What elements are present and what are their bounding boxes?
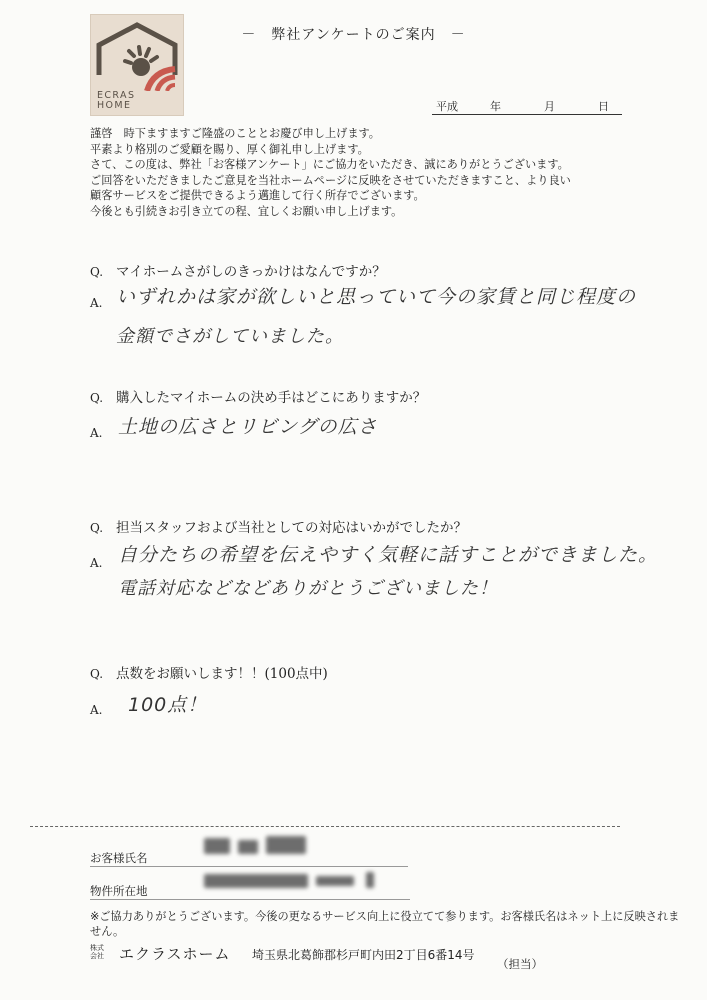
- redacted-address: [204, 874, 308, 888]
- redacted-address: [366, 872, 374, 888]
- answer-handwritten: 100点！: [128, 694, 208, 716]
- question-2: [90, 386, 426, 406]
- answer-handwritten: いずれかは家が欲しいと思っていて今の家賃と同じ程度の: [116, 286, 637, 308]
- logo-text-ecras: ECRAS: [97, 90, 136, 101]
- greeting-line: 平素より格別のご愛顧を賜り、厚く御礼申し上げます。: [90, 142, 369, 156]
- redacted-name: [238, 840, 258, 854]
- answer-handwritten: 電話対応などなどありがとうございました！: [118, 578, 498, 599]
- date-day: 日: [598, 100, 609, 113]
- a-mark: A.: [90, 703, 103, 717]
- date-row: [432, 98, 622, 115]
- page-title: － 弊社アンケートのご案内 －: [241, 27, 466, 43]
- company-prefix-line: 会社: [90, 952, 104, 960]
- answer-handwritten: 土地の広さとリビングの広さ: [118, 416, 378, 438]
- greeting-line: さて、この度は、弊社「お客様アンケート」にご協力をいただき、誠にありがとうございます。: [90, 158, 569, 172]
- a-mark: A.: [90, 426, 103, 440]
- answer-handwritten: 自分たちの希望を伝えやすく気軽に話すことができました。: [118, 544, 659, 566]
- greeting-line: 謹啓 時下ますますご隆盛のこととお慶び申し上げます。: [90, 127, 380, 140]
- date-era: 平成: [436, 100, 458, 113]
- property-address-underline: [90, 899, 410, 900]
- q-mark: Q.: [90, 521, 104, 535]
- question-text: 担当スタッフおよび当社としての対応はいかがでしたか？: [116, 520, 467, 536]
- property-address-label: 物件所在地: [90, 884, 148, 898]
- question-text: マイホームさがしのきっかけはなんですか？: [116, 264, 386, 280]
- redacted-name: [266, 836, 306, 854]
- date-month: 月: [544, 100, 555, 113]
- customer-name-label: お客様氏名: [90, 851, 148, 865]
- question-3: [90, 516, 467, 536]
- question-1: [90, 260, 386, 280]
- date-year: 年: [490, 100, 501, 113]
- greeting-text: [90, 126, 650, 220]
- q-mark: Q.: [90, 667, 104, 681]
- answer-handwritten: 金額でさがしていました。: [116, 326, 344, 347]
- question-4: [90, 662, 328, 682]
- redacted-address: [316, 876, 354, 886]
- company-name: エクラスホーム: [119, 945, 231, 963]
- company-prefix-line: 株式: [90, 944, 104, 952]
- a-mark: A.: [90, 296, 103, 310]
- greeting-line: ご回答をいただきましたご意見を当社ホームページに反映をさせていただきますこと、より良い: [90, 173, 571, 187]
- company-type-label: [90, 944, 104, 960]
- staff-label: （担当）: [497, 957, 543, 971]
- logo-text-home: HOME: [97, 100, 132, 111]
- redacted-name: [204, 838, 230, 854]
- dashed-divider: [30, 826, 620, 827]
- q-mark: Q.: [90, 391, 104, 405]
- greeting-line: 顧客サービスをご提供できるよう邁進して行く所存でございます。: [90, 189, 425, 203]
- question-text: 購入したマイホームの決め手はどこにありますか？: [116, 390, 427, 406]
- question-text: 点数をお願いします！！(100点中): [116, 666, 328, 682]
- footer-note: ※ご協力ありがとうございます。今後の更なるサービス向上に役立てて参ります。お客様氏名はネット上に反映されません。: [90, 910, 680, 938]
- a-mark: A.: [90, 556, 103, 570]
- customer-name-underline: [90, 866, 408, 867]
- q-mark: Q.: [90, 265, 104, 279]
- greeting-line: 今後とも引続きお引き立ての程、宜しくお願い申し上げます。: [90, 204, 403, 218]
- company-address: 埼玉県北葛飾郡杉戸町内田2丁目6番14号: [252, 948, 475, 962]
